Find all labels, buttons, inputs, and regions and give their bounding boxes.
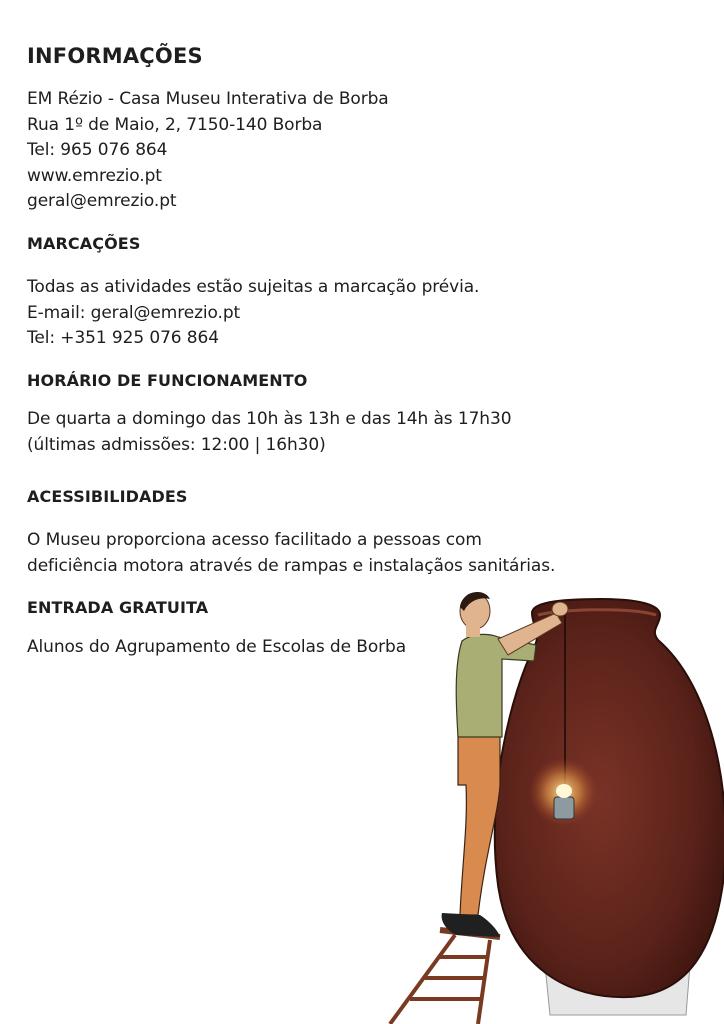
free-entry-line: Alunos do Agrupamento de Escolas de Borba: [27, 637, 407, 657]
bookings-note: Todas as atividades estão sujeitas a marcação prévia.: [27, 277, 480, 297]
accessibility-line-1: O Museu proporciona acesso facilitado a pessoas com: [27, 530, 482, 550]
bookings-phone: Tel: +351 925 076 864: [27, 328, 219, 348]
hours-schedule: De quarta a domingo das 10h às 13h e das 14h às 17h30: [27, 409, 512, 429]
bookings-email[interactable]: E-mail: geral@emrezio.pt: [27, 302, 241, 323]
hours-title: HORÁRIO DE FUNCIONAMENTO: [27, 371, 308, 390]
ladder: [390, 930, 500, 1024]
info-title: INFORMAÇÕES: [27, 44, 203, 68]
bookings-lines: [27, 275, 479, 352]
museum-email[interactable]: geral@emrezio.pt: [27, 191, 177, 211]
free-entry-title: ENTRADA GRATUITA: [27, 598, 209, 617]
museum-website[interactable]: www.emrezio.pt: [27, 165, 162, 186]
man-trousers: [458, 733, 500, 915]
info-lines: [27, 87, 389, 215]
lamp-icon: [554, 797, 574, 819]
museum-address: Rua 1º de Maio, 2, 7150-140 Borba: [27, 114, 323, 135]
accessibility-title: ACESSIBILIDADES: [27, 487, 188, 506]
hours-lines: [27, 407, 511, 458]
man-cleaning-clay-vessel-illustration: [360, 585, 724, 1024]
accessibility-lines: [27, 528, 555, 579]
hours-last-admission: (últimas admissões: 12:00 | 16h30): [27, 434, 326, 455]
free-entry-lines: [27, 635, 406, 661]
lamp-flame: [556, 784, 572, 798]
man-hand: [552, 602, 568, 616]
museum-name: EM Rézio - Casa Museu Interativa de Borba: [27, 89, 389, 109]
museum-phone: Tel: 965 076 864: [27, 140, 168, 160]
accessibility-line-2: deficiência motora através de rampas e instalaçãos sanitárias.: [27, 555, 556, 576]
man-neck: [466, 625, 480, 637]
bookings-title: MARCAÇÕES: [27, 234, 141, 253]
